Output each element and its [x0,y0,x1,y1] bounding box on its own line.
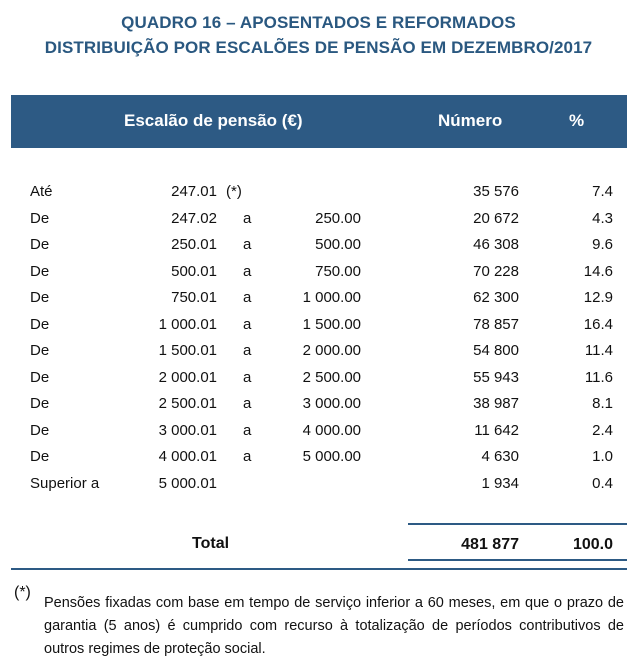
row-to: 2 500.00 [302,368,361,386]
header-numero: Número [438,111,503,130]
row-to: 5 000.00 [302,448,361,465]
row-separator: a [243,209,252,227]
table-row [0,206,637,232]
header-percent: % [569,111,585,130]
row-percent: 16.4 [583,315,613,333]
row-separator: a [243,448,252,465]
table-row [0,285,637,311]
row-prefix: De [30,236,50,253]
row-numero: 1 934 [481,474,519,492]
row-percent: 4.3 [592,209,613,227]
table-row [0,179,637,205]
header-escalao: Escalão de pensão (€) [124,111,303,130]
table-row [0,338,637,364]
row-prefix: De [30,289,50,306]
row-prefix: Até [30,183,53,200]
row-percent: 11.6 [584,368,613,386]
row-percent: 9.6 [592,236,613,253]
row-from: 500.01 [171,262,217,280]
row-separator: (*) [226,183,242,200]
row-numero: 54 800 [473,342,519,359]
row-separator: a [243,421,252,439]
row-percent: 1.0 [592,448,613,465]
row-prefix: De [30,421,50,439]
row-percent: 2.4 [592,421,613,439]
row-from: 2 000.01 [158,368,217,386]
row-to: 2 000.00 [302,342,361,359]
table-header [11,95,627,148]
row-separator: a [243,395,252,412]
total-label: Total [192,535,230,552]
footnote-text: Pensões fixadas com base em tempo de serviço inferior a 60 meses, em que o prazo de garantia (5 anos) é cumprido com recurso à totalização de períodos contributivos de outros regimes de proteção social. [44,595,624,657]
row-numero: 62 300 [473,289,519,306]
table-row [0,232,637,258]
row-prefix: De [30,315,50,333]
table-row [0,365,637,391]
row-numero: 46 308 [473,236,519,253]
row-from: 2 500.01 [158,395,217,412]
row-from: 1 500.01 [158,342,217,359]
page-title: QUADRO 16 – APOSENTADOS E REFORMADOS [121,13,516,32]
row-numero: 70 228 [473,262,519,280]
row-from: 247.01 [171,183,217,200]
table-row [0,444,637,470]
row-percent: 0.4 [592,474,613,492]
row-separator: a [243,368,252,386]
row-prefix: De [30,368,50,386]
row-from: 247.02 [171,209,217,227]
row-from: 5 000.01 [158,474,217,492]
footnote-mark: (*) [14,584,31,601]
row-to: 250.00 [315,209,361,227]
row-percent: 7.4 [592,183,613,200]
row-percent: 8.1 [592,395,613,412]
row-to: 1 500.00 [302,315,361,333]
total-numero: 481 877 [461,536,519,553]
row-prefix: De [30,209,50,227]
table-bottom-rule [11,568,627,570]
row-separator: a [243,289,252,306]
row-separator: a [243,262,252,280]
row-prefix: De [30,262,50,280]
table-row [0,259,637,285]
row-numero: 38 987 [473,395,519,412]
total-percent: 100.0 [572,536,613,553]
row-percent: 14.6 [583,262,613,280]
total-top-rule [408,523,627,525]
row-from: 4 000.01 [158,448,217,465]
total-bottom-rule [408,559,627,561]
row-to: 4 000.00 [302,421,361,439]
row-numero: 20 672 [473,209,519,227]
page-subtitle: DISTRIBUIÇÃO POR ESCALÕES DE PENSÃO EM DEZEMBRO/2017 [44,38,593,57]
row-percent: 12.9 [583,289,613,306]
row-percent: 11.4 [584,342,613,359]
row-numero: 55 943 [473,368,519,386]
row-numero: 4 630 [481,448,519,465]
row-from: 750.01 [171,289,217,306]
row-from: 1 000.01 [158,315,217,333]
row-prefix: De [30,448,50,465]
row-to: 3 000.00 [302,395,361,412]
row-prefix: De [30,395,50,412]
table-row [0,312,637,338]
row-to: 500.00 [315,236,361,253]
row-numero: 78 857 [473,315,519,333]
row-from: 250.01 [171,236,217,253]
row-prefix: De [30,342,50,359]
table-row [0,391,637,417]
row-to: 750.00 [315,262,361,280]
row-separator: a [243,315,252,333]
table-row [0,471,637,497]
row-to: 1 000.00 [302,289,361,306]
row-separator: a [243,236,252,253]
row-numero: 11 642 [474,421,519,439]
table-row [0,418,637,444]
row-prefix: Superior a [30,474,100,492]
row-numero: 35 576 [473,183,519,200]
row-from: 3 000.01 [158,421,217,439]
row-separator: a [243,342,252,359]
